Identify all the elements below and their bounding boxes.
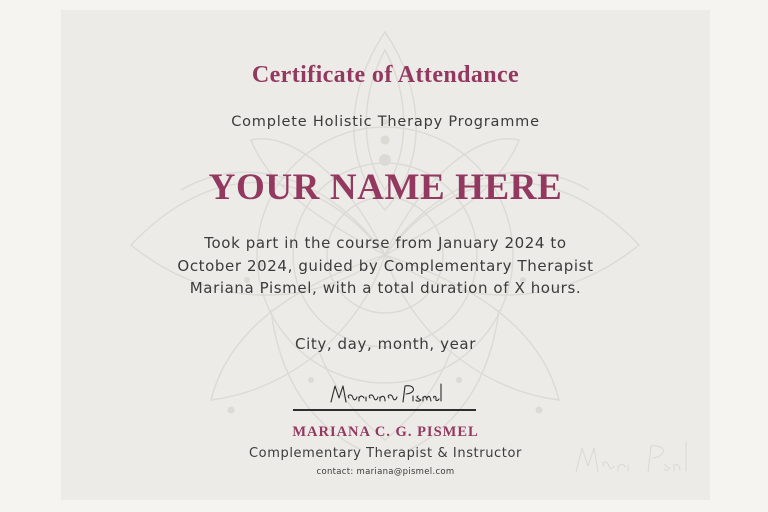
contact-email: contact: mariana@pismel.com bbox=[316, 467, 455, 477]
signer-name: MARIANA C. G. PISMEL bbox=[292, 424, 479, 440]
certificate-card bbox=[61, 10, 710, 500]
signature-line bbox=[293, 409, 476, 411]
signature-logo-icon bbox=[566, 436, 696, 480]
signer-role: Complementary Therapist & Instructor bbox=[249, 446, 522, 461]
place-and-date: City, day, month, year bbox=[295, 335, 476, 353]
handwritten-signature bbox=[323, 378, 443, 408]
recipient-name: YOUR NAME HERE bbox=[208, 167, 563, 208]
course-description: Took part in the course from January 2024 to October 2024, guided by Complementary Therapist Mariana Pismel, with a total duration of X hours. bbox=[177, 234, 594, 297]
certificate-title: Certificate of Attendance bbox=[251, 62, 520, 88]
programme-name: Complete Holistic Therapy Programme bbox=[231, 114, 540, 130]
